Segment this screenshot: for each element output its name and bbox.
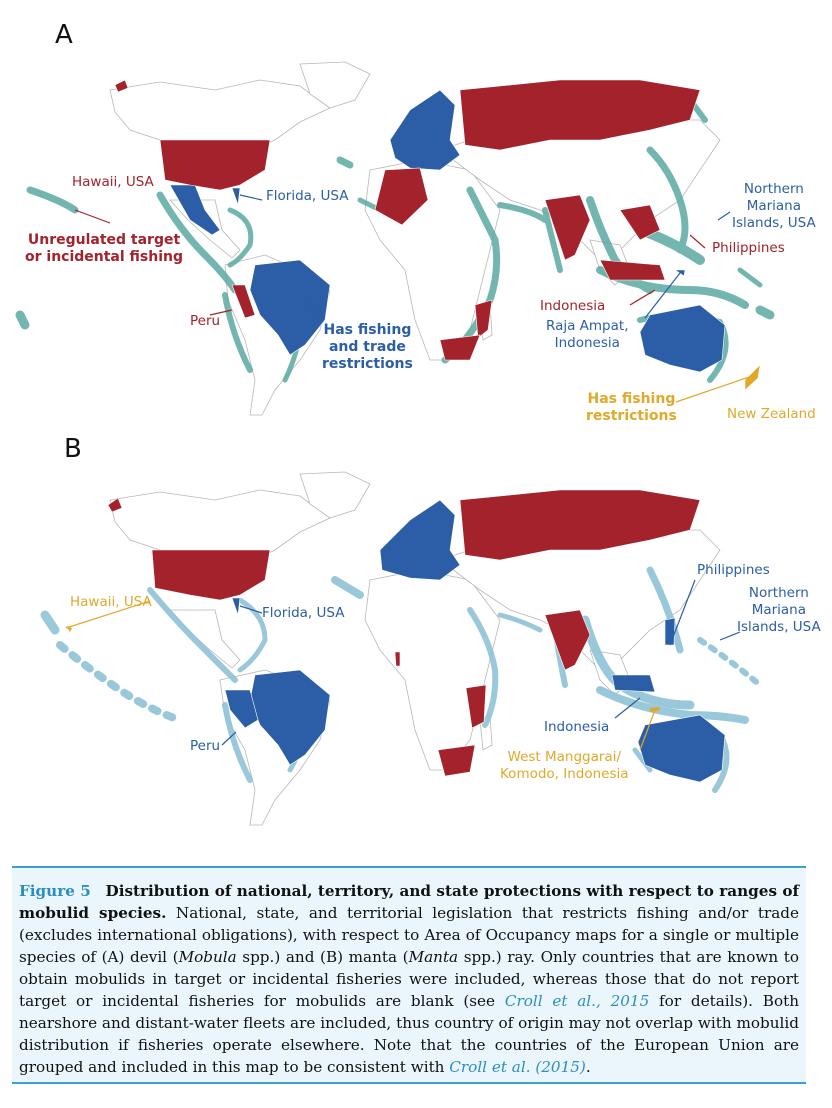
caption-figure-number: Figure 5 bbox=[19, 882, 91, 900]
label-a-fishing-restrictions: Has fishing restrictions bbox=[586, 391, 677, 424]
label-a-fishing-trade: Has fishing and trade restrictions bbox=[322, 322, 413, 372]
label-a-philippines: Philippines bbox=[712, 240, 785, 256]
label-a-new-zealand: New Zealand bbox=[727, 406, 816, 422]
caption-text-2: spp.) and (B) manta ( bbox=[236, 948, 409, 966]
label-b-northern-mariana: Northern Mariana Islands, USA bbox=[737, 585, 821, 635]
label-b-hawaii: Hawaii, USA bbox=[70, 594, 152, 610]
label-b-west-manggarai: West Manggarai/ Komodo, Indonesia bbox=[500, 749, 629, 782]
panel-a-label: A bbox=[55, 20, 73, 50]
label-a-peru: Peru bbox=[190, 313, 221, 329]
caption-ref-croll-2015[interactable]: Croll et al., 2015 bbox=[504, 992, 650, 1010]
caption-ref-croll-2015-b[interactable]: Croll et al. (2015) bbox=[449, 1058, 586, 1076]
caption-manta: Manta bbox=[408, 948, 459, 966]
caption-text-5: . bbox=[585, 1058, 591, 1076]
label-a-florida: Florida, USA bbox=[266, 188, 349, 204]
label-a-hawaii: Hawaii, USA bbox=[72, 174, 154, 190]
caption-mobula: Mobula bbox=[178, 948, 237, 966]
caption-text-1: National, state, and territorial legislation that restricts fishing and/or trade (excludes international obligations), with respect to Area of Occupancy maps for a single or multiple species of (A) devil ( bbox=[19, 904, 799, 966]
caption-title: Distribution of national, territory, and state protections with respect to ranges of mobulid species. bbox=[19, 882, 800, 922]
figure-caption bbox=[12, 866, 806, 1084]
panel-b-label: B bbox=[64, 434, 82, 464]
label-b-philippines: Philippines bbox=[697, 562, 770, 578]
label-b-indonesia: Indonesia bbox=[544, 719, 610, 735]
label-b-florida: Florida, USA bbox=[262, 605, 345, 621]
label-b-peru: Peru bbox=[190, 738, 221, 754]
label-a-unregulated: Unregulated target or incidental fishing bbox=[25, 232, 184, 265]
label-a-indonesia: Indonesia bbox=[540, 298, 606, 314]
label-a-raja-ampat: Raja Ampat, Indonesia bbox=[546, 318, 629, 351]
label-a-northern-mariana: Northern Mariana Islands, USA bbox=[732, 181, 816, 231]
caption-text-4: for details). Both nearshore and distant-water fleets are included, thus country of origin may not overlap with mobulid distribution if fisheries operate elsewhere. Note that the countries of the European Union are grouped and included in this map to be consistent with bbox=[19, 992, 799, 1076]
map-b bbox=[0, 470, 832, 850]
caption-text-3: spp.) ray. Only countries that are known to obtain mobulids in target or incidental fisheries were included, whereas those that do not report target or incidental fisheries for mobulids are blank (see bbox=[19, 948, 799, 1010]
